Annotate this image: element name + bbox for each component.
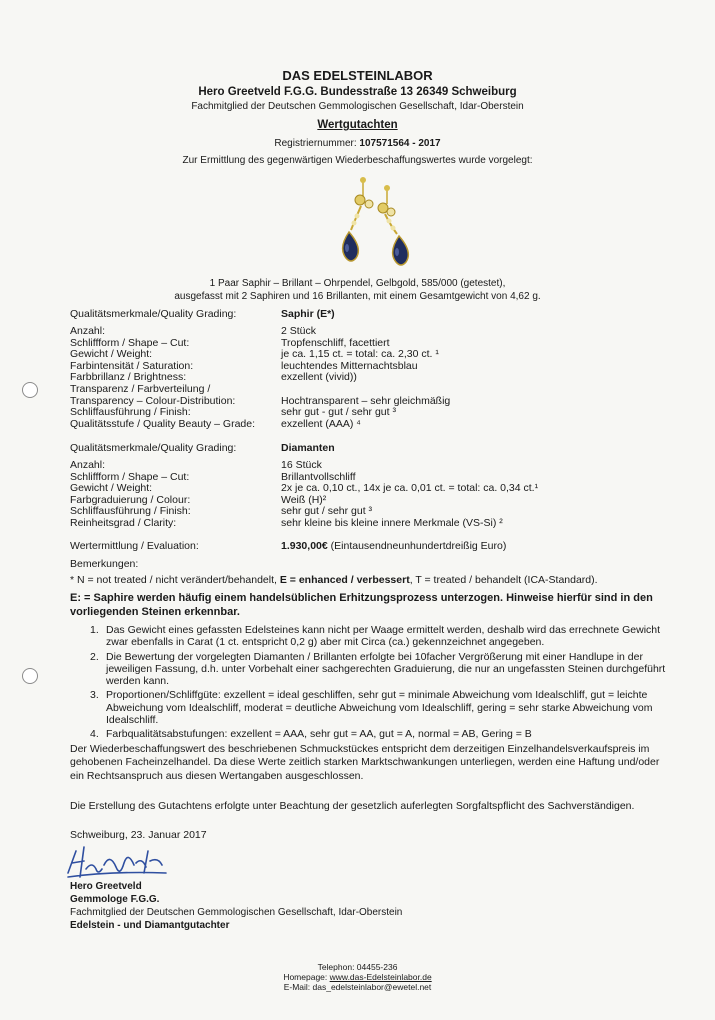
grading-value: sehr gut - gut / sehr gut ³ bbox=[281, 406, 396, 419]
footer-homepage-label: Homepage: bbox=[283, 972, 330, 982]
lab-name: DAS EDELSTEINLABOR bbox=[282, 68, 433, 83]
treatment-legend bbox=[70, 574, 680, 586]
note-number: 1. bbox=[90, 624, 99, 636]
punch-hole-bottom bbox=[22, 668, 38, 684]
grading-label: Gewicht / Weight: bbox=[70, 348, 153, 361]
grading-value: exzellent (AAA) ⁴ bbox=[281, 417, 361, 430]
punch-hole-top bbox=[22, 382, 38, 398]
legend-enhanced: E = enhanced / verbessert bbox=[279, 574, 410, 586]
evaluation-value bbox=[281, 540, 681, 552]
diamond-grading-values bbox=[281, 460, 681, 530]
note-text: Das Gewicht eines gefassten Edelsteines kann nicht per Waage ermittelt werden, deshalb wird das errechnete Gewicht zwar ebenfalls in Carat (1 ct. entspricht 0,2 g) aber mit Circa (ca.) gekennzeichnet angegeben. bbox=[106, 624, 661, 649]
grading-label: Schliffausführung / Finish: bbox=[70, 406, 191, 419]
sapphire-grading-values bbox=[281, 326, 681, 430]
evaluation-words: (Eintausendneunhundertdreißig Euro) bbox=[330, 540, 507, 552]
grading-label: Farbgraduierung / Colour: bbox=[70, 493, 191, 506]
intro-text: Zur Ermittlung des gegenwärtigen Wiederbeschaffungswertes wurde vorgelegt: bbox=[182, 155, 533, 166]
diamond-heading-value: Diamanten bbox=[281, 442, 335, 454]
document-title: Wertgutachten bbox=[317, 119, 398, 131]
place-date: Schweiburg, 23. Januar 2017 bbox=[70, 829, 207, 841]
grading-label: Schliffform / Shape – Cut: bbox=[70, 336, 190, 349]
grading-value: leuchtendes Mitternachtsblau bbox=[281, 359, 418, 372]
grading-value bbox=[281, 384, 681, 396]
homepage-link[interactable]: www.das-Edelsteinlabor.de bbox=[329, 972, 432, 982]
earring-photo bbox=[325, 172, 425, 272]
sapphire-heading-value: Saphir (E*) bbox=[281, 308, 335, 320]
item-description-line1: 1 Paar Saphir – Brillant – Ohrpendel, Gelbgold, 585/000 (getestet), bbox=[209, 278, 506, 289]
footer-telephone: Telephon: 04455-236 bbox=[317, 962, 398, 972]
footer-homepage bbox=[0, 972, 715, 983]
lab-membership: Fachmitglied der Deutschen Gemmologischen Gesellschaft, Idar-Oberstein bbox=[191, 101, 524, 112]
signer-name: Hero Greetveld bbox=[70, 881, 142, 892]
grading-value: sehr gut / sehr gut ³ bbox=[281, 505, 373, 518]
grading-label: Farbintensität / Saturation: bbox=[70, 359, 194, 372]
sapphire-heading-label: Qualitätsmerkmale/Quality Grading: bbox=[70, 308, 237, 320]
grading-value: je ca. 1,15 ct. = total: ca. 2,30 ct. ¹ bbox=[281, 348, 439, 361]
note-number: 3. bbox=[90, 689, 99, 702]
grading-value: Brillantvollschliff bbox=[281, 470, 356, 483]
note-text: Farbqualitätsabstufungen: exzellent = AAA, sehr gut = AA, gut = A, normal = AB, Gering = B bbox=[106, 728, 532, 741]
legend-not-treated: * N = not treated / nicht verändert/behandelt, bbox=[70, 574, 280, 586]
sapphire-grading-labels bbox=[70, 326, 280, 430]
signer-role: Edelstein - und Diamantgutachter bbox=[70, 920, 230, 931]
item-description-line2: ausgefasst mit 2 Saphiren und 16 Brillanten, mit einem Gesamtgewicht von 4,62 g. bbox=[174, 291, 541, 302]
grading-value: Weiß (H)² bbox=[281, 493, 327, 506]
registry-line bbox=[0, 138, 715, 149]
grading-label: Anzahl: bbox=[70, 459, 106, 471]
legend-treated: , T = treated / behandelt (ICA-Standard). bbox=[409, 574, 598, 586]
evaluation-label: Wertermittlung / Evaluation: bbox=[70, 540, 199, 552]
note-item bbox=[70, 728, 670, 740]
grading-label: Gewicht / Weight: bbox=[70, 482, 153, 495]
lab-address: Hero Greetveld F.G.G. Bundesstraße 13 26349 Schweiburg bbox=[198, 86, 517, 98]
note-item bbox=[70, 651, 670, 688]
closing-paragraph-1: Der Wiederbeschaffungswert des beschriebenen Schmuckstückes entspricht dem derzeitigen Einzelhandelsverkaufspreis im gehobenen Facheinzelhandel. Da diese Werte zeitlich starken Marktschwankungen unterliegen, werden eine Haftung und/oder ein Rechtsanspruch aus diesen Wertangaben ausgeschlossen. bbox=[70, 743, 660, 782]
grading-label: Transparency – Colour-Distribution: bbox=[70, 394, 236, 407]
note-text: Proportionen/Schliffgüte: exzellent = ideal geschliffen, sehr gut = minimale Abweichung vom Idealschliff, gut = leichte Abweichung vom Idealschliff, moderat = deutliche Abweichung vom Idealschliff, gering = sehr starke Abweichung vom Idealschliff. bbox=[106, 689, 653, 727]
grading-value: Tropfenschliff, facettiert bbox=[281, 336, 390, 349]
note-number: 2. bbox=[90, 650, 99, 663]
grading-value: Hochtransparent – sehr gleichmäßig bbox=[281, 394, 451, 407]
note-item bbox=[70, 689, 670, 726]
footer-email: E-Mail: das_edelsteinlabor@ewetel.net bbox=[283, 982, 432, 992]
evaluation-amount: 1.930,00€ bbox=[281, 540, 328, 552]
grading-label: Schliffform / Shape – Cut: bbox=[70, 470, 190, 483]
diamond-heading-label: Qualitätsmerkmale/Quality Grading: bbox=[70, 442, 237, 454]
grading-value: 2x je ca. 0,10 ct., 14x je ca. 0,01 ct. = total: ca. 0,34 ct.¹ bbox=[281, 482, 539, 495]
signer-title: Gemmologe F.G.G. bbox=[70, 894, 160, 905]
diamond-grading-labels bbox=[70, 460, 280, 530]
registry-label: Registriernummer: bbox=[274, 138, 357, 149]
remarks-label: Bemerkungen: bbox=[70, 558, 139, 570]
grading-label: Anzahl: bbox=[70, 325, 106, 337]
closing-paragraph-2: Die Erstellung des Gutachtens erfolgte unter Beachtung der gesetzlich auferlegten Sorgfaltspflicht des Sachverständigen. bbox=[70, 800, 635, 812]
note-number: 4. bbox=[90, 728, 99, 741]
grading-value: 16 Stück bbox=[281, 459, 322, 471]
handwritten-signature bbox=[62, 843, 172, 883]
signer-membership: Fachmitglied der Deutschen Gemmologischen Gesellschaft, Idar-Oberstein bbox=[70, 907, 403, 918]
grading-label: Schliffausführung / Finish: bbox=[70, 505, 191, 518]
grading-label: Qualitätsstufe / Quality Beauty – Grade: bbox=[70, 417, 256, 430]
note-text: Die Bewertung der vorgelegten Diamanten / Brillanten erfolgte bei 10facher Vergrößerung mit einer Handlupe in der jeweiligen Fassung, d.h. unter Vorbehalt einer sachgerechten Graduierung, die nur an ungefassten Steinen durchgeführt werden kann. bbox=[106, 650, 666, 688]
grading-label: Transparenz / Farbverteilung / bbox=[70, 382, 211, 395]
registry-number: 107571564 - 2017 bbox=[359, 138, 441, 149]
remarks-notes bbox=[70, 624, 670, 743]
enhancement-note: E: = Saphire werden häufig einem handelsüblichen Erhitzungsprozess unterzogen. Hinweise hierfür sind in den vorliegenden Steinen erkennbar. bbox=[70, 592, 653, 618]
grading-value: 2 Stück bbox=[281, 325, 317, 337]
grading-value: sehr kleine bis kleine innere Merkmale (VS-Si) ² bbox=[281, 516, 503, 529]
grading-value: exzellent (vivid)) bbox=[281, 371, 357, 384]
grading-label: Farbbrillanz / Brightness: bbox=[70, 371, 187, 384]
grading-label: Reinheitsgrad / Clarity: bbox=[70, 516, 177, 529]
note-item bbox=[70, 624, 670, 649]
